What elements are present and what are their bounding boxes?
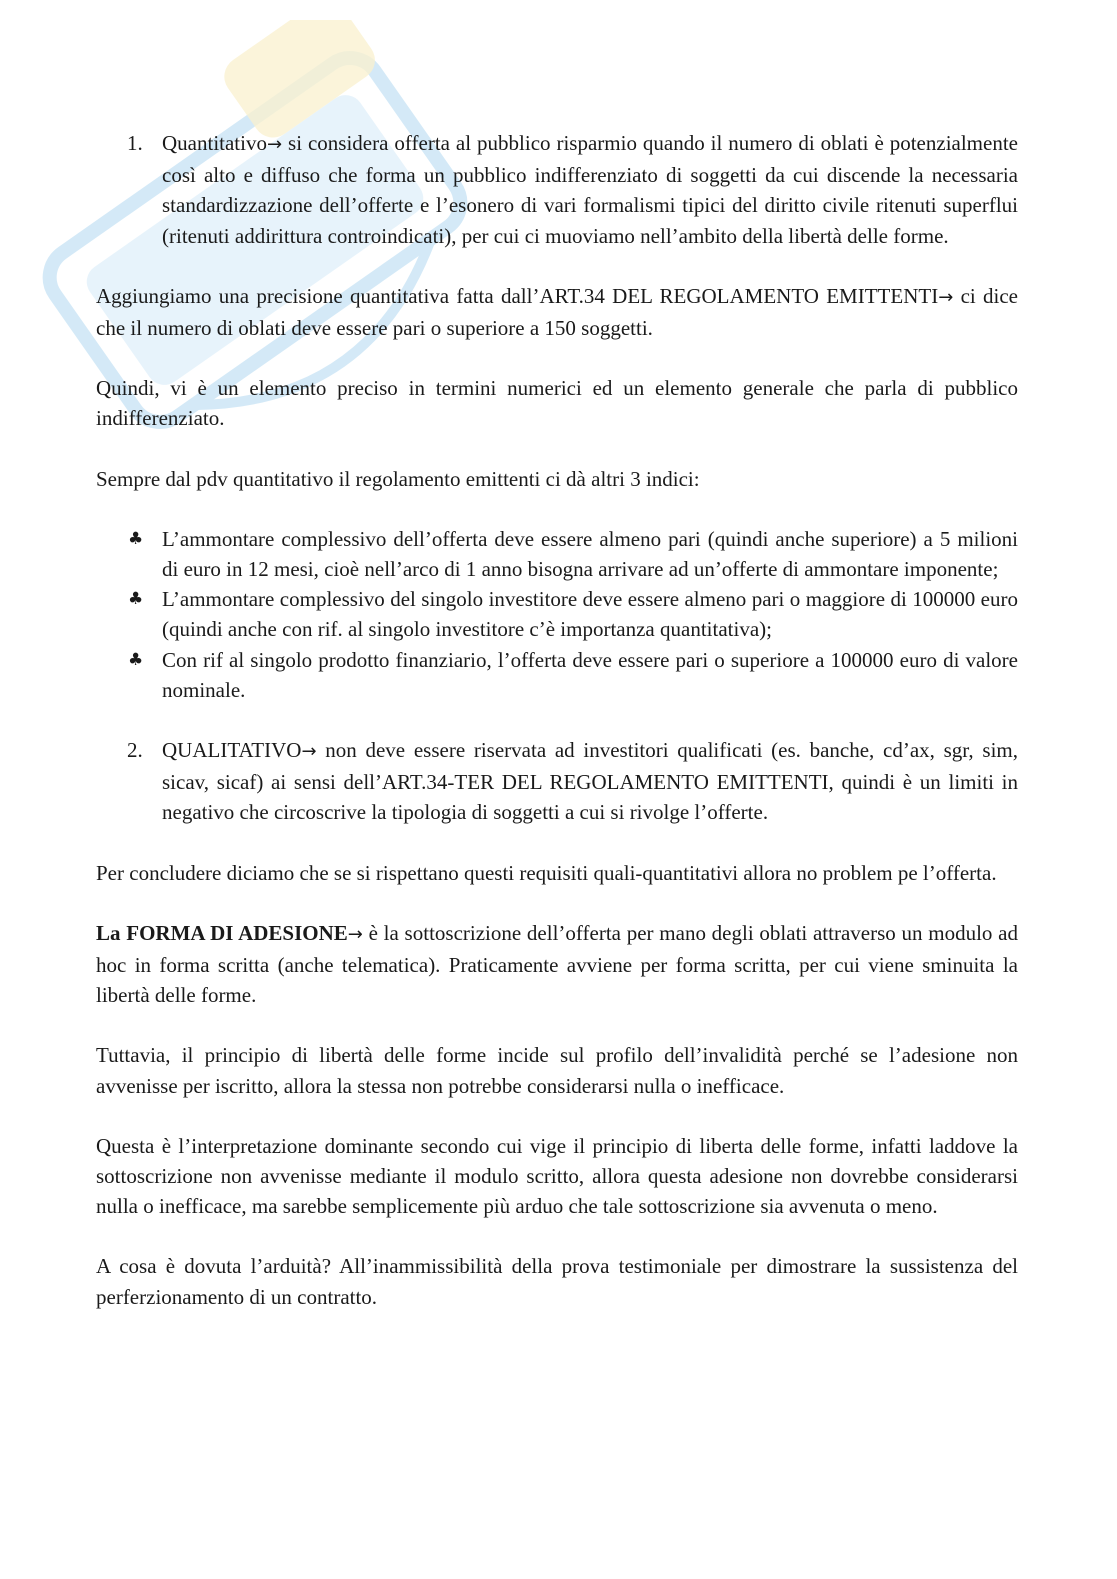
numbered-list-1 [96, 128, 1018, 251]
list-item [96, 584, 1018, 644]
list-item [96, 128, 1018, 251]
list-term: QUALITATIVO [162, 738, 302, 763]
arrow-icon: → [301, 741, 317, 763]
paragraph: Questa è l’interpretazione dominante secondo cui vige il principio di liberta delle forme, infatti laddove la sottoscrizione non avvenisse mediante il modulo scritto, allora questa adesione non dovrebbe considerarsi nulla o inefficace, ma sarebbe semplicemente più arduo che tale sottoscrizione sia avvenuta o meno. [96, 1133, 1018, 1219]
list-term: Quantitativo [162, 131, 267, 155]
club-bullet-icon: ♣ [128, 589, 144, 610]
bullet-list [96, 524, 1018, 705]
list-number: 2. [127, 738, 143, 763]
arrow-icon: → [938, 286, 954, 308]
paragraph [96, 281, 1018, 343]
document-page [96, 128, 1018, 1342]
club-bullet-icon: ♣ [128, 649, 144, 670]
list-text: L’ammontare complessivo dell’offerta deve essere almeno pari (quindi anche superiore) a 5 milioni di euro in 12 mesi, cioè nell’arco di 1 anno bisogna arrivare ad un’offerte di ammontare imponente; [162, 526, 1018, 582]
list-number: 1. [127, 131, 143, 155]
club-bullet-icon: ♣ [128, 528, 144, 549]
paragraph: A cosa è dovuta l’arduità? All’inammissibilità della prova testimoniale per dimostrare la sussistenza del perferzionamento di un contratto. [96, 1254, 1018, 1309]
list-text: L’ammontare complessivo del singolo investitore deve essere almeno pari o maggiore di 100000 euro (quindi anche con rif. al singolo investitore c’è importanza quantitativa); [162, 587, 1018, 642]
arrow-icon: → [347, 923, 363, 945]
list-text: non deve essere riservata ad investitori qualificati (es. banche, cd’ax, sgr, sim, sicav, sicaf) ai sensi dell’ART.34-TER DEL REGOLAMENTO EMITTENTI, quindi è un limiti in negativo che circoscrive la tipologia di soggetti a cui si rivolge l’offerte. [162, 738, 1018, 825]
paragraph: Quindi, vi è un elemento preciso in termini numerici ed un elemento generale che parla di pubblico indifferenziato. [96, 376, 1018, 431]
list-text: Con rif al singolo prodotto finanziario, l’offerta deve essere pari o superiore a 100000 euro di valore nominale. [162, 647, 1018, 702]
paragraph: Tuttavia, il principio di libertà delle forme incide sul profilo dell’invalidità perché se l’adesione non avvenisse per iscritto, allora la stessa non potrebbe considerarsi nulla o inefficace. [96, 1043, 1018, 1098]
paragraph: Sempre dal pdv quantitativo il regolamento emittenti ci dà altri 3 indici: [96, 466, 700, 491]
numbered-list-2 [96, 735, 1018, 828]
paragraph: Per concludere diciamo che se si rispettano questi requisiti quali-quantitativi allora no problem pe l’offerta. [96, 860, 997, 885]
paragraph-text: Aggiungiamo una precisione quantitativa fatta dall’ART.34 DEL REGOLAMENTO EMITTENTI [96, 283, 939, 308]
arrow-icon: → [266, 134, 283, 155]
paragraph-text: è la sottoscrizione dell’offerta per mano degli oblati attraverso un modulo ad hoc in forma scritta (anche telematica). Praticamente avviene per forma scritta, per cui viene sminuita la libertà delle forme. [96, 920, 1018, 1008]
list-item [96, 524, 1018, 584]
bold-term: La FORMA DI ADESIONE [96, 920, 348, 945]
list-item [96, 735, 1018, 828]
paragraph [96, 918, 1018, 1011]
paragraph-text: ci dice che il numero di oblati deve essere pari o superiore a 150 soggetti. [96, 283, 1019, 341]
list-text: si considera offerta al pubblico risparmio quando il numero di oblati è potenzialmente così alto e diffuso che forma un pubblico indifferenziato di soggetti da cui discende la necessaria standardizzazione dell’offerte e l’esonero di vari formalismi tipici del diritto civile ritenuti superflui (ritenuti addirittura controindicati), per cui ci muoviamo nell’ambito della libertà delle forme. [162, 131, 1018, 248]
list-item [96, 645, 1018, 705]
